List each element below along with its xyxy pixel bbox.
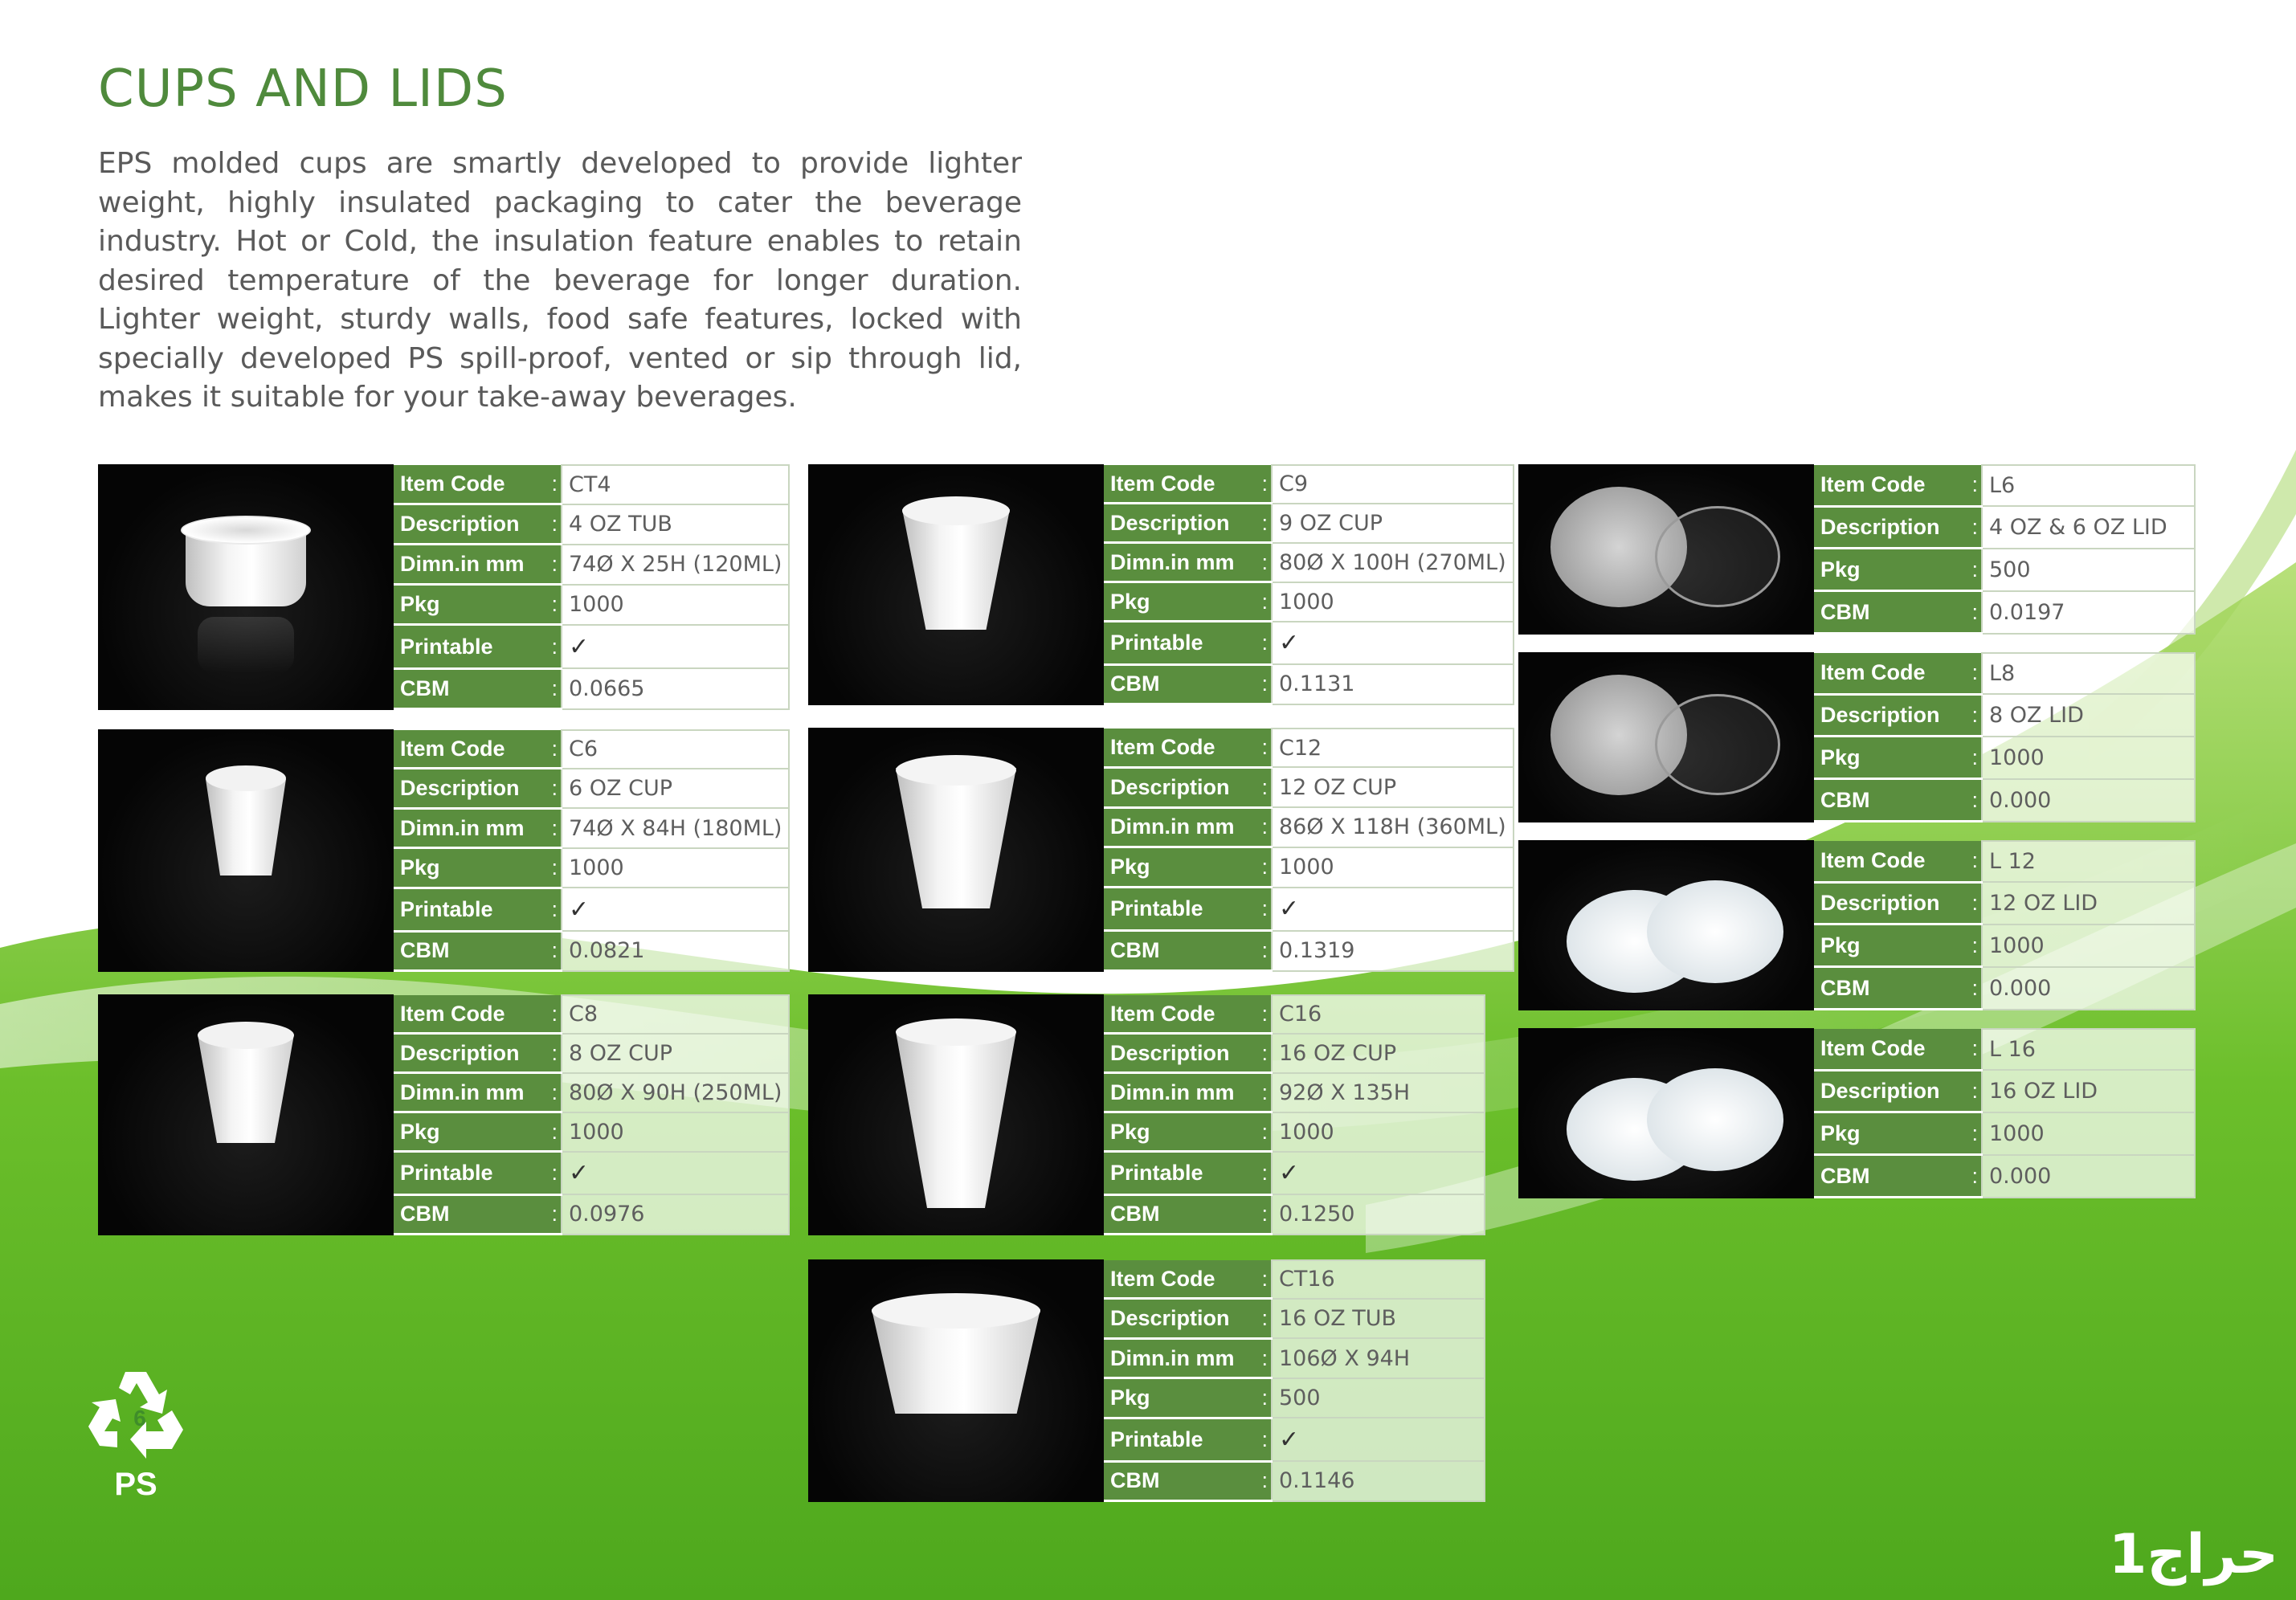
- description-label: Description :: [394, 504, 562, 545]
- pkg-value: 1000: [1272, 582, 1514, 622]
- item-code-label: Item Code :: [1814, 465, 1982, 506]
- pkg-value: 1000: [1982, 1112, 2195, 1155]
- cup-image: [896, 1031, 1016, 1208]
- dimn-label: Dimn.in mm :: [1104, 807, 1272, 847]
- pkg-label: Pkg :: [394, 1112, 562, 1152]
- product-card-l8: [1518, 652, 2196, 822]
- item-code-value: CT16: [1272, 1260, 1485, 1299]
- cbm-value: 0.1319: [1272, 931, 1514, 971]
- description-value: 9 OZ CUP: [1272, 504, 1514, 543]
- pkg-label: Pkg :: [394, 848, 562, 888]
- dimn-value: 80Ø X 100H (270ML): [1272, 543, 1514, 582]
- pkg-label: Pkg :: [1104, 1112, 1272, 1152]
- flat-lid-image: [1647, 1068, 1783, 1171]
- pkg-value: 1000: [1982, 924, 2195, 967]
- description-label: Description :: [1104, 1299, 1272, 1338]
- dimn-label: Dimn.in mm :: [1104, 1073, 1272, 1112]
- recycle-label: PS: [114, 1467, 157, 1502]
- cbm-label: CBM :: [394, 668, 562, 708]
- item-code-value: C8: [562, 995, 789, 1034]
- description-value: 6 OZ CUP: [562, 769, 789, 808]
- product-photo: [98, 464, 394, 710]
- printable-check-icon: ✓: [562, 888, 789, 931]
- intro-paragraph: EPS molded cups are smartly developed to provide lighter weight, highly insulated packaging to cater the beverage industry. Hot or Cold, the insulation feature enables to retain desired temperature of the beverage for longer duration. Lighter weight, sturdy walls, food safe features, locked with specially developed PS spill-proof, vented or sip through lid, makes it suitable for your take-away beverages.: [98, 147, 1022, 414]
- pkg-label: Pkg :: [1814, 737, 1982, 779]
- product-photo: [1518, 652, 1814, 822]
- dimn-value: 86Ø X 118H (360ML): [1272, 807, 1514, 847]
- clear-lid-image: [1655, 694, 1780, 795]
- pkg-value: 500: [1982, 549, 2195, 591]
- spec-table: [1814, 1028, 2196, 1198]
- printable-check-icon: ✓: [562, 625, 789, 669]
- product-photo: [1518, 840, 1814, 1010]
- pkg-value: 1000: [1272, 847, 1514, 888]
- cbm-label: CBM :: [1104, 931, 1272, 971]
- cbm-value: 0.000: [1982, 779, 2195, 822]
- pkg-label: Pkg :: [1814, 549, 1982, 591]
- printable-check-icon: ✓: [562, 1152, 789, 1194]
- printable-check-icon: ✓: [1272, 1418, 1485, 1461]
- cbm-value: 0.1131: [1272, 664, 1514, 704]
- cbm-label: CBM :: [1104, 1194, 1272, 1234]
- item-code-value: CT4: [562, 465, 789, 504]
- product-card-l16: [1518, 1028, 2196, 1198]
- cbm-value: 0.0665: [562, 668, 789, 708]
- printable-label: Printable :: [1104, 888, 1272, 931]
- description-value: 8 OZ CUP: [562, 1034, 789, 1073]
- pkg-label: Pkg :: [1814, 1112, 1982, 1155]
- description-value: 4 OZ & 6 OZ LID: [1982, 506, 2195, 549]
- cbm-value: 0.000: [1982, 967, 2195, 1010]
- cbm-value: 0.000: [1982, 1155, 2195, 1198]
- spec-table: [1814, 464, 2196, 635]
- item-code-label: Item Code :: [1104, 1260, 1272, 1299]
- item-code-label: Item Code :: [1104, 465, 1272, 504]
- item-code-label: Item Code :: [394, 995, 562, 1034]
- product-card-c16: [808, 994, 1485, 1235]
- tub-image: [186, 530, 306, 606]
- printable-label: Printable :: [394, 625, 562, 669]
- pkg-label: Pkg :: [1104, 1378, 1272, 1418]
- dimn-value: 92Ø X 135H: [1272, 1073, 1485, 1112]
- item-code-value: C16: [1272, 995, 1485, 1034]
- cbm-label: CBM :: [1814, 779, 1982, 822]
- dimn-label: Dimn.in mm :: [1104, 543, 1272, 582]
- page-title: CUPS AND LIDS: [98, 59, 508, 119]
- printable-label: Printable :: [394, 1152, 562, 1194]
- recycle-ps-icon: [84, 1367, 196, 1512]
- product-card-c9: [808, 464, 1514, 705]
- spec-table: [1814, 840, 2196, 1010]
- item-code-label: Item Code :: [1814, 1029, 1982, 1070]
- description-label: Description :: [1104, 504, 1272, 543]
- product-photo: [808, 994, 1104, 1235]
- printable-check-icon: ✓: [1272, 1152, 1485, 1194]
- description-label: Description :: [1104, 767, 1272, 807]
- flat-lid-image: [1647, 880, 1783, 983]
- product-photo: [1518, 1028, 1814, 1198]
- dimn-label: Dimn.in mm :: [394, 808, 562, 847]
- item-code-label: Item Code :: [1104, 995, 1272, 1034]
- cbm-value: 0.0197: [1982, 591, 2195, 634]
- product-photo: [98, 994, 394, 1235]
- pkg-value: 500: [1272, 1378, 1485, 1418]
- printable-label: Printable :: [1104, 1152, 1272, 1194]
- cbm-label: CBM :: [1104, 664, 1272, 704]
- item-code-label: Item Code :: [394, 465, 562, 504]
- description-value: 12 OZ CUP: [1272, 767, 1514, 807]
- description-label: Description :: [1814, 882, 1982, 924]
- cbm-label: CBM :: [1814, 1155, 1982, 1198]
- spec-table: [1104, 994, 1485, 1235]
- description-value: 12 OZ LID: [1982, 882, 2195, 924]
- dimn-label: Dimn.in mm :: [394, 1073, 562, 1112]
- pkg-label: Pkg :: [394, 585, 562, 625]
- product-photo: [808, 728, 1104, 972]
- product-photo: [808, 464, 1104, 705]
- spec-table: [394, 464, 790, 710]
- item-code-value: L6: [1982, 465, 2195, 506]
- description-label: Description :: [1814, 506, 1982, 549]
- pkg-label: Pkg :: [1814, 924, 1982, 967]
- description-label: Description :: [394, 1034, 562, 1073]
- item-code-value: L 12: [1982, 841, 2195, 882]
- item-code-value: L8: [1982, 653, 2195, 694]
- pkg-label: Pkg :: [1104, 847, 1272, 888]
- item-code-value: L 16: [1982, 1029, 2195, 1070]
- cbm-label: CBM :: [1814, 591, 1982, 634]
- dimn-label: Dimn.in mm :: [394, 545, 562, 585]
- dimn-value: 74Ø X 84H (180ML): [562, 808, 789, 847]
- item-code-label: Item Code :: [394, 730, 562, 769]
- cbm-label: CBM :: [394, 931, 562, 970]
- product-card-c12: [808, 728, 1514, 972]
- cbm-value: 0.1250: [1272, 1194, 1485, 1234]
- cup-image: [198, 1035, 294, 1143]
- item-code-label: Item Code :: [1104, 729, 1272, 767]
- item-code-value: C12: [1272, 729, 1514, 767]
- product-card-l12: [1518, 840, 2196, 1010]
- printable-check-icon: ✓: [1272, 888, 1514, 931]
- product-card-ct4: [98, 464, 790, 710]
- cbm-label: CBM :: [1104, 1461, 1272, 1500]
- item-code-value: C9: [1272, 465, 1514, 504]
- dimn-value: 74Ø X 25H (120ML): [562, 545, 789, 585]
- product-photo: [1518, 464, 1814, 635]
- cbm-label: CBM :: [394, 1194, 562, 1234]
- cbm-value: 0.0976: [562, 1194, 789, 1234]
- printable-label: Printable :: [1104, 1418, 1272, 1461]
- pkg-value: 1000: [562, 585, 789, 625]
- product-photo: [98, 729, 394, 972]
- spec-table: [1104, 464, 1514, 705]
- dimn-label: Dimn.in mm :: [1104, 1338, 1272, 1378]
- pkg-value: 1000: [562, 848, 789, 888]
- item-code-value: C6: [562, 730, 789, 769]
- pkg-value: 1000: [562, 1112, 789, 1152]
- description-label: Description :: [394, 769, 562, 808]
- spec-table: [394, 729, 790, 972]
- description-label: Description :: [1104, 1034, 1272, 1073]
- product-card-l6: [1518, 464, 2196, 635]
- recycle-number: 6: [133, 1406, 146, 1431]
- product-card-ct16: [808, 1259, 1485, 1502]
- description-value: 16 OZ CUP: [1272, 1034, 1485, 1073]
- cbm-label: CBM :: [1814, 967, 1982, 1010]
- description-label: Description :: [1814, 1070, 1982, 1112]
- dimn-value: 106Ø X 94H: [1272, 1338, 1485, 1378]
- spec-table: [394, 994, 790, 1235]
- cbm-value: 0.1146: [1272, 1461, 1485, 1500]
- printable-check-icon: ✓: [1272, 622, 1514, 664]
- spec-table: [1814, 652, 2196, 822]
- product-card-c6: [98, 729, 790, 972]
- description-value: 4 OZ TUB: [562, 504, 789, 545]
- dimn-value: 80Ø X 90H (250ML): [562, 1073, 789, 1112]
- cup-image: [896, 768, 1016, 908]
- item-code-label: Item Code :: [1814, 653, 1982, 694]
- printable-label: Printable :: [1104, 622, 1272, 664]
- spec-table: [1104, 728, 1514, 972]
- product-card-c8: [98, 994, 790, 1235]
- cup-image: [902, 509, 1010, 630]
- description-value: 16 OZ TUB: [1272, 1299, 1485, 1338]
- brand-watermark: حراج1: [2109, 1523, 2278, 1586]
- description-label: Description :: [1814, 694, 1982, 737]
- pkg-value: 1000: [1272, 1112, 1485, 1152]
- cup-image: [206, 779, 286, 876]
- printable-label: Printable :: [394, 888, 562, 931]
- spec-table: [1104, 1259, 1485, 1502]
- item-code-label: Item Code :: [1814, 841, 1982, 882]
- description-value: 8 OZ LID: [1982, 694, 2195, 737]
- cbm-value: 0.0821: [562, 931, 789, 970]
- clear-lid-image: [1655, 506, 1780, 607]
- pkg-label: Pkg :: [1104, 582, 1272, 622]
- product-photo: [808, 1259, 1104, 1502]
- pkg-value: 1000: [1982, 737, 2195, 779]
- description-value: 16 OZ LID: [1982, 1070, 2195, 1112]
